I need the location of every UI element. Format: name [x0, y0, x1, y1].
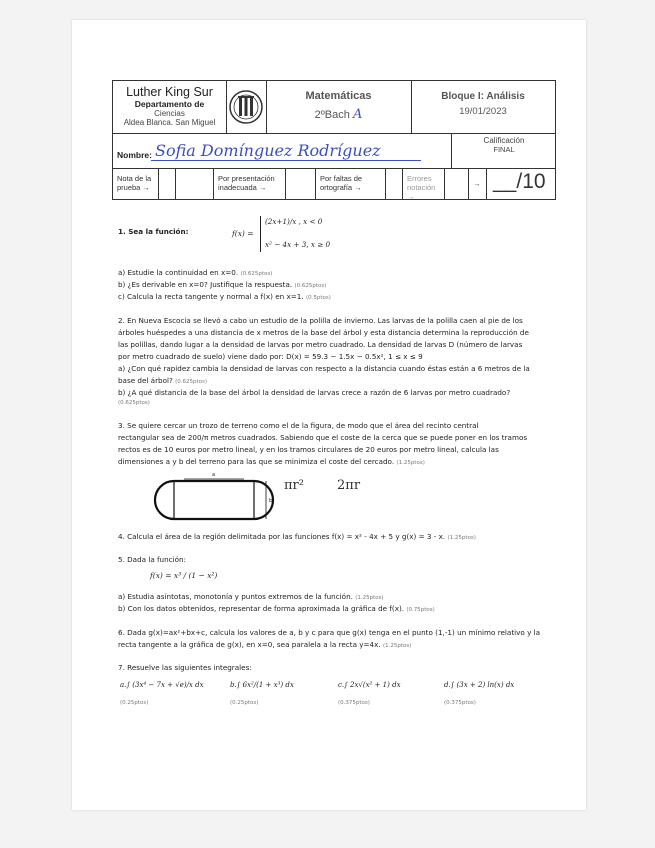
name-underline [151, 160, 421, 161]
subject-info [266, 81, 412, 133]
q5-part-a: a) Estudia asíntotas, monotonía y puntos extremos de la función. (1.25ptos) [118, 592, 384, 601]
score-cell-test: Nota de la prueba → [113, 169, 159, 199]
block-title: Bloque I: Análisis [441, 91, 525, 102]
q7-intro: 7. Resuelve las siguientes integrales: [118, 663, 252, 672]
school-info [113, 81, 227, 133]
score-row [112, 168, 556, 200]
score-blank-1 [159, 169, 176, 199]
school-location: Aldea Blanca. San Miguel [123, 118, 216, 127]
score-cell-presentation: Por presentación inadecuada → [214, 169, 286, 199]
q2-text-2: árboles huéspedes a una distancia de x metros de la base del árbol y esta distancia determina la reproducción de [118, 328, 529, 337]
grade-header [451, 134, 556, 168]
grade-title: Calificación [483, 136, 525, 145]
q5-function: f(x) = x³ / (1 − x²) [150, 571, 218, 580]
q2-part-b-1: b) ¿A qué distancia de la base del árbol la densidad de larvas crece a razón de 6 larvas por metro cuadrado? [118, 388, 511, 397]
q5-part-b: b) Con los datos obtenidos, representar de forma aproximada la gráfica de f(x). (0.75ptos) [118, 604, 435, 613]
q3-text-1: 3. Se quiere cercar un trozo de terreno como el de la figura, de modo que el área del recinto central [118, 421, 479, 430]
q4-text: 4. Calcula el área de la región delimitada por las funciones f(x) = x² - 4x + 5 y g(x) = 3 - x. (1.25ptos) [118, 532, 476, 541]
name-row [112, 134, 556, 169]
q7-integral-d: d.∫ (3x + 2) ln(x) dx [444, 681, 515, 689]
q2-part-a-2: base del árbol? (0.625ptos) [118, 376, 208, 385]
q1-intro: 1. Sea la función: [118, 227, 189, 236]
score-cell-arrow: → [469, 169, 487, 199]
exam-date: 19/01/2023 [459, 106, 507, 117]
q5-intro: 5. Dada la función: [118, 555, 186, 564]
q7-pts-a: (0.25ptos) [120, 700, 149, 706]
q6-text-2: recta tangente a la gráfica de g(x), en x=0, sea paralela a la recta y=4x. (1.25ptos) [118, 640, 412, 649]
q1-function-lhs: f(x) = [232, 229, 254, 238]
q6-text-1: 6. Dada g(x)=ax²+bx+c, calcula los valores de a, b y c para que g(x) tenga en el punto (1,-1) un mínimo relativo y la [118, 628, 541, 637]
q2-text-1: 2. En Nueva Escocia se llevó a cabo un estudio de la polilla de invierno. Las larvas de la polilla caen al pie de los [118, 316, 523, 325]
final-grade [493, 170, 546, 194]
q3-label-a: a [212, 472, 216, 478]
score-blank-2 [176, 169, 214, 199]
course-label: 2ºBach A [314, 107, 363, 122]
score-cell-spelling: Por faltas de ortografía → [316, 169, 386, 199]
school-crest-icon [226, 81, 266, 133]
grade-total: /10 [516, 170, 546, 193]
q3-handwritten-perimeter: 2πr [337, 478, 361, 493]
score-blank-5 [445, 169, 469, 199]
school-logo [226, 81, 267, 133]
q1-part-b: b) ¿Es derivable en x=0? Justifique la respuesta. (0.625ptos) [118, 280, 327, 289]
q2-part-a-1: a) ¿Con qué rapidez cambia la densidad de larvas con respecto a la distancia cuando éstas están a 6 metros de la [118, 364, 530, 373]
name-label: Nombre: [117, 150, 152, 160]
exam-page [72, 20, 586, 810]
q7-integral-a: a.∫ (3x⁴ − 7x + √e)/x dx [120, 681, 204, 689]
q3-text-4: dimensiones a y b del terreno para las que se minimiza el coste del cercado. (1.25ptos) [118, 457, 425, 466]
exam-header [112, 80, 556, 134]
grade-subtitle: FINAL [493, 145, 515, 154]
q7-integral-b: b.∫ 6x²/(1 + x³) dx [230, 681, 294, 689]
group-letter: A [352, 107, 363, 122]
score-blank-4 [386, 169, 403, 199]
score-cell-notation: Errores notación → [403, 169, 445, 199]
grade-blank: __ [493, 170, 517, 193]
school-name: Luther King Sur [126, 85, 213, 99]
score-blank-3 [286, 169, 316, 199]
q1-part-c: c) Calcula la recta tangente y normal a f(x) en x=1. (0.5ptos) [118, 292, 331, 301]
q3-handwritten-area: πr² [284, 478, 304, 493]
q1-piece-2: x² − 4x + 3, x ≥ 0 [265, 240, 331, 249]
q7-pts-b: (0.25ptos) [230, 700, 259, 706]
q3-label-b: b [269, 498, 273, 504]
q2-text-4: por metro cuadrado de suelo) viene dado por: D(x) = 59.3 − 1.5x − 0.5x², 1 ≤ x ≤ 9 [118, 352, 423, 361]
q3-text-3: rectos es de 10 euros por metro lineal, y en los tramos circulares de 20 euros por metro lineal, calcula las [118, 445, 499, 454]
q1-part-a: a) Estudie la continuidad en x=0. (0.625ptos) [118, 268, 273, 277]
department-label: Departamento de [134, 99, 205, 109]
department-name: Ciencias [154, 109, 185, 118]
q1-piece-1: (2x+1)/x , x < 0 [265, 217, 323, 226]
q7-integral-c: c.∫ 2x√(x² + 1) dx [338, 681, 401, 689]
q3-text-2: rectangular sea de 200/π metros cuadrados. Sabiendo que el coste de la cerca que se puede poner en los tramos [118, 433, 528, 442]
q7-pts-d: (0.375ptos) [444, 700, 476, 706]
student-name: Sofia Domínguez Rodríguez [155, 141, 381, 160]
subject-title: Matemáticas [305, 90, 372, 102]
block-info [411, 81, 555, 133]
q7-pts-c: (0.375ptos) [338, 700, 370, 706]
q2-text-3: las polillas, dando lugar a la densidad de larvas por metro cuadrado. La densidad de larvas D (número de larvas [118, 340, 523, 349]
q2-part-b-pts: (0.625ptos) [118, 400, 150, 406]
